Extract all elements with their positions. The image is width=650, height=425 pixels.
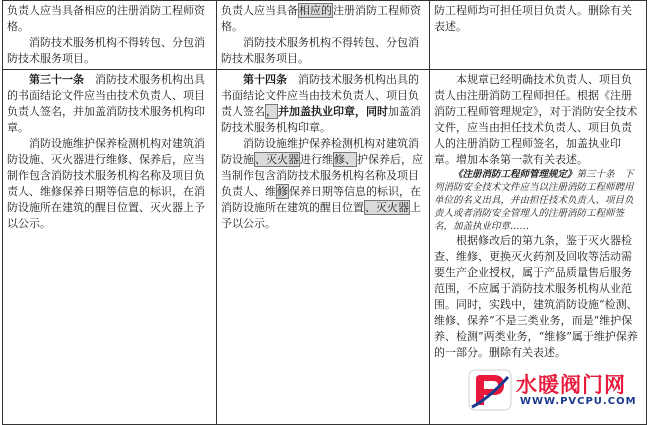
paragraph: 防工程师均可担任项目负责人。删除有关表述。: [434, 4, 632, 33]
watermark-name: 水暖阀门网: [516, 373, 626, 397]
paragraph: 本规章已经明确技术负责人、项目负责人由注册消防工程师担任。根据《注册消防工程师管理规定》，对于消防安全技术文件，应当由担任技术负责人、项目负责人的注册消防工程师签名，加盖执业印章。增加本条第一款有关表述。: [434, 73, 638, 166]
highlighted-change: 、灭火器: [255, 153, 299, 166]
paragraph: 消防技术服务机构不得转包、分包消防技术服务项目。: [221, 36, 419, 65]
watermark-logo: [468, 367, 646, 413]
paragraph: [221, 3, 425, 35]
table-row: [3, 1, 647, 70]
old-text-cell: [3, 70, 217, 425]
comparison-table: [2, 0, 647, 425]
article-number: 第三十一条: [29, 73, 84, 86]
text-span: 消防技术服务机构出具的书面结论文件应当由技术负责人、项目负责人签名，并加盖消防技术服务机构印章。: [7, 73, 205, 134]
explanation-cell: [430, 1, 647, 70]
text-span: 注册消防工程师资格。: [221, 4, 421, 33]
new-text-cell: [217, 70, 430, 425]
paragraph: [221, 136, 425, 232]
text-span: 消防设施维护保养检测机构对建筑消防设施: [221, 137, 419, 166]
paragraph: 消防设施维护保养检测机构对建筑消防设施、灭火器进行维修、保养后，应当制作包含消防技术服务机构名称及项目负责人、维修保养日期等信息的标识，在消防设施所在建筑的醒目位置、灭火器上予以公示。: [7, 137, 205, 230]
watermark-url: WWW.PVCPU.COM: [520, 396, 637, 407]
article-number: 第十四条: [243, 73, 287, 86]
paragraph: 负责人应当具备相应的注册消防工程师资格。: [7, 4, 205, 33]
highlighted-change: 修: [277, 185, 288, 198]
quote-title: 《注册消防工程师管理规定》: [453, 169, 577, 180]
highlighted-change: 相应的: [299, 4, 332, 17]
text-span: 负责人应当具备: [221, 4, 298, 17]
quote-body: 第三十条 下列消防安全技术文件应当以注册消防工程师聘用单位的名义出具，并由担任技术负责人、项目负责人或者消防安全管理人的注册消防工程师签名，加盖执业印章……: [434, 169, 634, 232]
text-span: 加盖消防技术服务机构印章。: [221, 105, 421, 134]
quoted-regulation: [434, 168, 642, 233]
bold-addition: 并加盖执业印章，同时: [278, 105, 388, 118]
text-span: 上予以公示。: [221, 201, 421, 230]
text-span: 消防技术服务机构出具的书面结论文件应当由技术负责人、项目负责人签名: [221, 73, 419, 118]
highlighted-change: 、灭火器: [365, 201, 409, 214]
highlighted-change: ，: [266, 105, 277, 118]
pipe-logo-icon: [468, 369, 512, 411]
paragraph: 根据修改后的第九条，鉴于灭火器检查、维修、更换灭火药剂及回收等活动需要生产企业授权，属于产品质量售后服务范围，不应属于消防技术服务机构从业范围。同时，实践中，建筑消防设施“检测、维修、保养”不是三类业务，而是“维护保养、检测”两类业务，“维修”属于维护保养的一部分。删除有关表述。: [434, 234, 638, 359]
text-span: 护保养后，应当制作包含消防技术服务机构名称及项目负责人、维: [221, 153, 423, 198]
old-text-cell: [3, 1, 217, 70]
text-span: 保养日期等信息的标识，在消防设施所在建筑的醒目位置: [221, 185, 421, 214]
text-span: 进行维: [300, 153, 333, 166]
new-text-cell: [217, 1, 430, 70]
paragraph: 消防技术服务机构不得转包、分包消防技术服务项目。: [7, 36, 205, 65]
paragraph: [221, 72, 425, 136]
highlighted-change: 修、: [334, 153, 356, 166]
paragraph: [7, 72, 212, 136]
